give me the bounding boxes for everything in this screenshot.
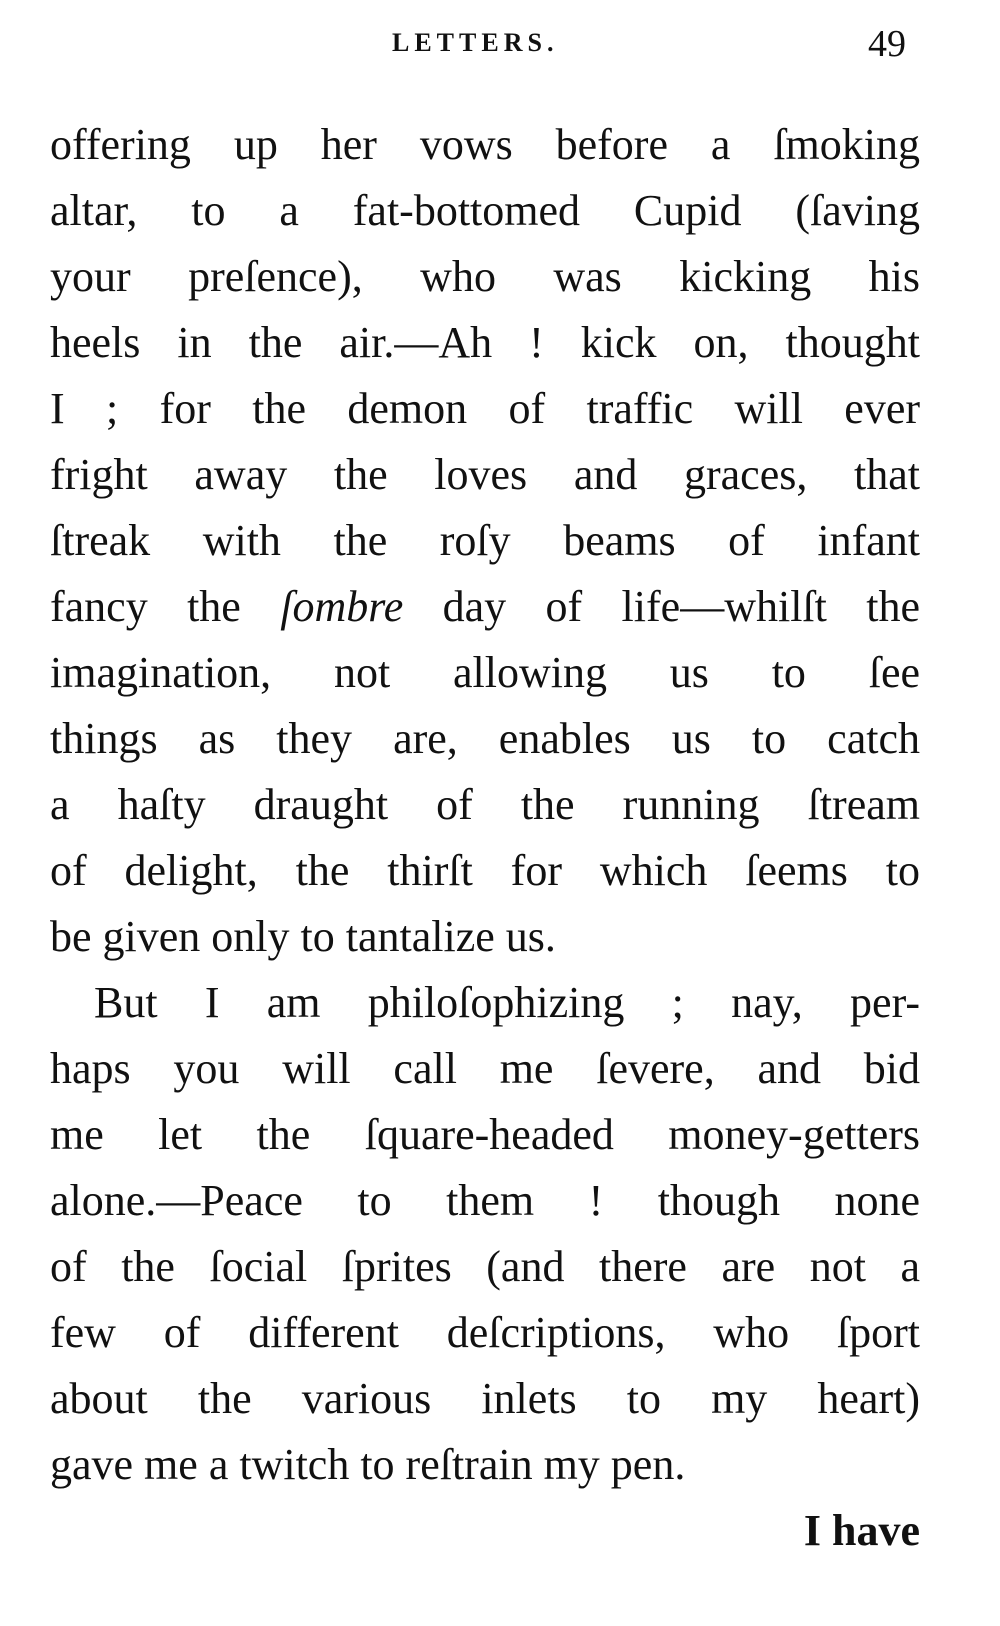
text-line: your preſence), who was kicking his [50, 252, 920, 301]
text-line: ſtreak with the roſy beams of infant [50, 516, 920, 565]
text-line: of the ſocial ſprites (and there are not a [50, 1242, 920, 1291]
text-line: a haſty draught of the running ſtream [50, 780, 920, 829]
text-line: things as they are, enables us to catch [50, 714, 920, 763]
text-line: haps you will call me ſevere, and bid [50, 1044, 920, 1093]
text-line: alone.—Peace to them ! though none [50, 1176, 920, 1225]
body-text [50, 112, 920, 1564]
italic-word: ſombre [280, 582, 404, 631]
text-line: fright away the loves and graces, that [50, 450, 920, 499]
text-line: But I am philoſophizing ; nay, per- [94, 978, 920, 1027]
running-head [0, 22, 1000, 72]
text-line-with-italic [50, 574, 920, 640]
text-line: few of different deſcriptions, who ſport [50, 1308, 920, 1357]
text-line: imagination, not allowing us to ſee [50, 648, 920, 697]
text-line: me let the ſquare-headed money-getters [50, 1110, 920, 1159]
text-line: heels in the air.—Ah ! kick on, thought [50, 318, 920, 367]
page-number: 49 [868, 23, 906, 65]
text-segment: day of life—whilſt the [403, 582, 920, 631]
text-line: offering up her vows before a ſmoking [50, 120, 920, 169]
catchword: I have [803, 1506, 920, 1555]
text-line: gave me a twitch to reſtrain my pen. [50, 1440, 686, 1489]
running-title: LETTERS. [392, 28, 559, 57]
text-line: of delight, the thirſt for which ſeems to [50, 846, 920, 895]
text-line: about the various inlets to my heart) [50, 1374, 920, 1423]
text-segment: fancy the [50, 582, 281, 631]
text-line: I ; for the demon of traffic will ever [50, 384, 920, 433]
text-line: altar, to a fat-bottomed Cupid (ſaving [50, 186, 920, 235]
text-line: be given only to tantalize us. [50, 912, 556, 961]
